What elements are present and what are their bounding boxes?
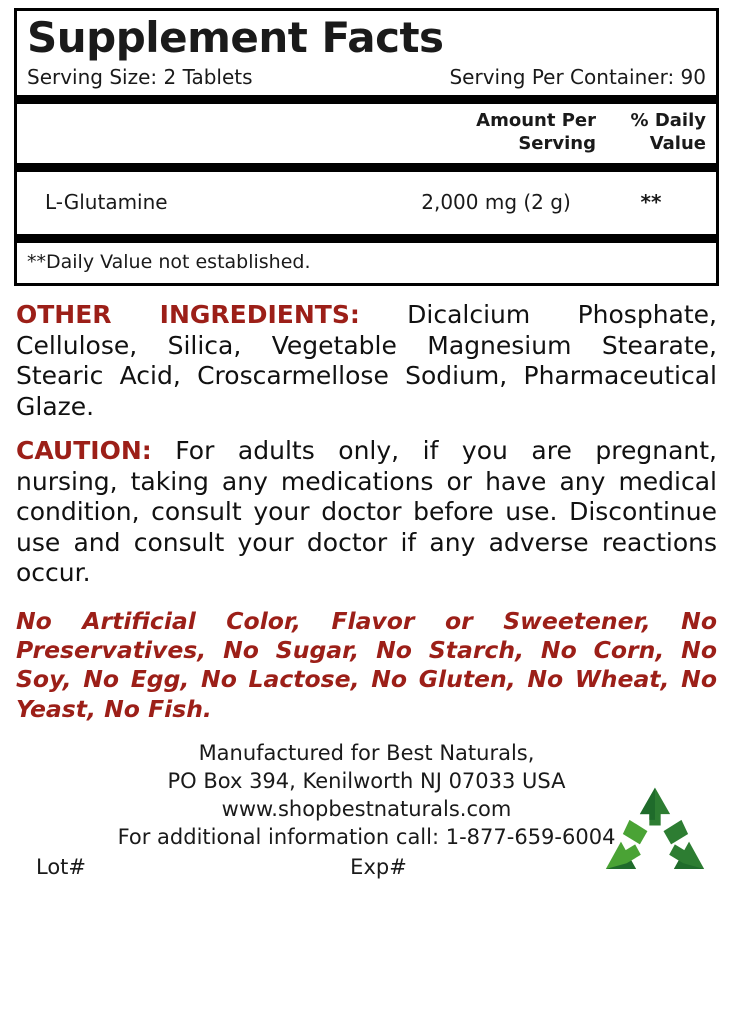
manufactured-for-line: Manufactured for Best Naturals, — [198, 741, 535, 765]
header-dv-line2: Value — [649, 132, 706, 154]
panel-divider-thick-mid — [17, 163, 716, 172]
website-line: www.shopbestnaturals.com — [221, 796, 512, 821]
serving-size: Serving Size: 2 Tablets — [27, 65, 253, 89]
other-ingredients-text: Dicalcium Phosphate, Cellulose, Silica, Vegetable Magnesium Stearate, Stearic Acid, Croscarmellose Sodium, Pharmaceutical Glaze. — [16, 300, 717, 421]
nutrient-amount: 2,000 mg (2 g) — [421, 190, 571, 214]
exp-label: Exp# — [350, 854, 407, 879]
free-from-claims: No Artificial Color, Flavor or Sweetener, No Preservatives, No Sugar, No Starch, No Corn, No Soy, No Egg, No Lactose, No Gluten, No Wheat, No Yeast, No Fish. — [16, 606, 717, 723]
servings-per-container: Serving Per Container: 90 — [449, 65, 706, 89]
lot-label: Lot# — [36, 854, 87, 879]
nutrient-daily-value: ** — [640, 190, 662, 214]
other-ingredients-paragraph — [16, 300, 717, 422]
nutrient-name: L-Glutamine — [45, 190, 168, 214]
caution-heading: CAUTION: — [16, 436, 152, 465]
caution-paragraph — [16, 436, 717, 589]
phone-line: For additional information call: 1-877-659-6004 — [117, 824, 616, 849]
header-dv-line1: % Daily — [630, 110, 706, 131]
daily-value-footnote: **Daily Value not established. — [27, 251, 311, 273]
header-amount-line1: Amount Per — [476, 110, 596, 131]
address-line: PO Box 394, Kenilworth NJ 07033 USA — [167, 768, 566, 793]
serving-info-row — [17, 61, 716, 95]
other-ingredients-heading: OTHER INGREDIENTS: — [16, 300, 360, 329]
footer-block — [14, 740, 719, 882]
supplement-facts-panel — [14, 8, 719, 286]
panel-divider-thick-top — [17, 95, 716, 104]
header-amount-per-serving — [396, 110, 596, 155]
nutrient-table-header — [17, 104, 716, 163]
recycle-icon — [597, 782, 713, 886]
header-daily-value — [596, 110, 706, 155]
supplement-facts-title: Supplement Facts — [27, 13, 444, 62]
header-spacer — [27, 110, 396, 155]
panel-divider-thick-bottom — [17, 234, 716, 243]
caution-text: For adults only, if you are pregnant, nursing, taking any medications or have any medical condition, consult your doctor before use. Discontinue use and consult your doctor if any adverse reactions occur. — [16, 436, 717, 587]
header-amount-line2: Serving — [518, 132, 596, 154]
table-row — [17, 172, 716, 234]
